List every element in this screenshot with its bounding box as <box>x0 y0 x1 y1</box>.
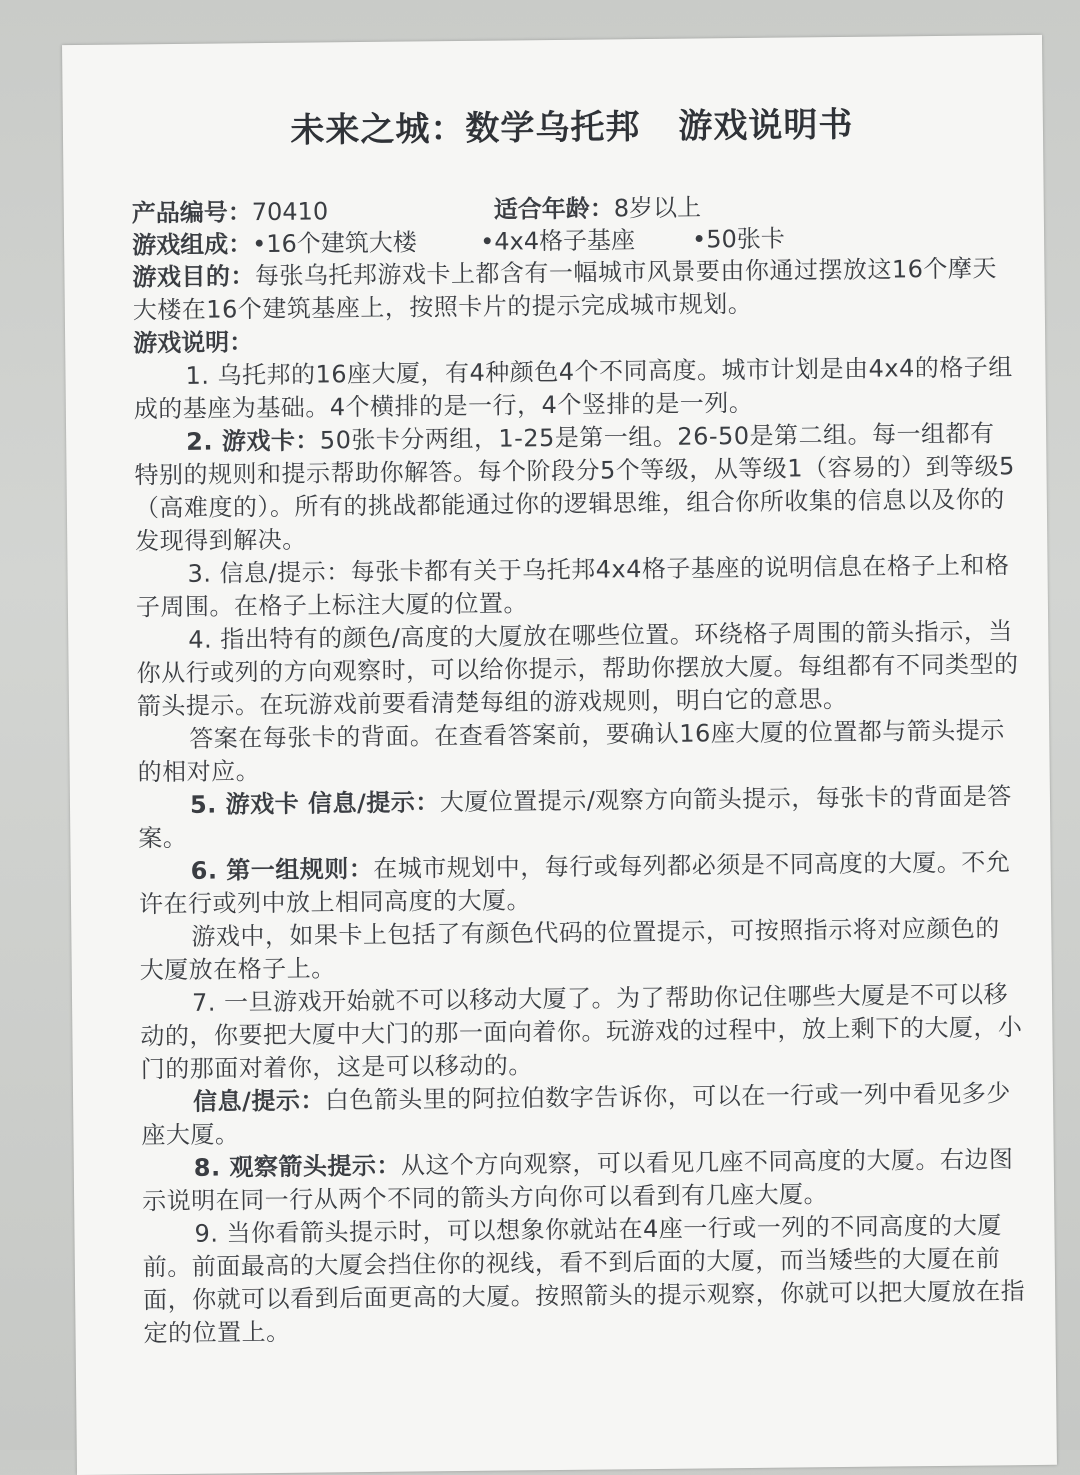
paragraph-text: 50张卡分两组，1-25是第一组。26-50是第二组。每一组都有特别的规则和提示帮助你解答。每个阶段分5个等级，从等级1（容易的）到等级5（高难度的）。所有的挑战都能通过你的逻辑思维，组合你所收集的信息以及你的发现得到解决。 <box>134 419 1015 555</box>
age-value: 8岁以上 <box>614 193 702 222</box>
paragraph-lead: 8. 观察箭头提示： <box>194 1152 401 1182</box>
goal-text: 每张乌托邦游戏卡上都含有一幅城市风景要由你通过摆放这16个摩天大楼在16个建筑基座上，按照卡片的提示完成城市规划。 <box>133 254 997 324</box>
instructions-heading: 游戏说明： <box>133 318 1015 360</box>
page-title <box>131 95 1013 153</box>
product-code-label: 产品编号： <box>132 198 252 227</box>
instruction-paragraph-2 <box>134 417 1017 558</box>
instruction-paragraph-9 <box>142 1209 1025 1350</box>
product-meta <box>132 188 1015 261</box>
composition-item: •50张卡 <box>692 223 785 256</box>
paragraph-text: 1. 乌托邦的16座大厦，有4种颜色4个不同高度。城市计划是由4x4的格子组成的基座为基础。4个横排的是一行，4个竖排的是一列。 <box>134 353 1013 423</box>
instruction-paragraph-4 <box>136 615 1019 723</box>
age-label: 适合年龄： <box>494 194 614 223</box>
paragraph-text: 答案在每张卡的背面。在查看答案前，要确认16座大厦的位置都与箭头提示的相对应。 <box>138 716 1005 786</box>
instruction-paragraph-5 <box>138 780 1021 855</box>
instruction-paragraph-3 <box>135 549 1018 624</box>
instruction-paragraph-1 <box>133 351 1016 426</box>
instruction-paragraph-7 <box>140 978 1023 1086</box>
paragraph-text: 游戏中，如果卡上包括了有颜色代码的位置提示，可按照指示将对应颜色的大厦放在格子上。 <box>140 914 1000 984</box>
sheet-content <box>130 35 1026 1350</box>
paragraph-lead: 5. 游戏卡 信息/提示： <box>190 788 440 819</box>
instruction-paragraph-answer <box>137 714 1020 789</box>
composition-label: 游戏组成： <box>132 228 252 261</box>
paragraph-text: 9. 当你看箭头提示时，可以想象你就站在4座一行或一列的不同高度的大厦前。前面最高的大厦会挡住你的视线，看不到后面的大厦，而当矮些的大厦在前面，你就可以看到后面更高的大厦。按照箭头的提示观察，你就可以把大厦放在指定的位置上。 <box>143 1211 1026 1347</box>
paragraph-lead: 6. 第一组规则： <box>191 855 374 885</box>
instruction-paragraph-color <box>139 912 1022 987</box>
paragraph-lead: 信息/提示： <box>193 1086 325 1115</box>
paragraph-text: 3. 信息/提示：每张卡都有关于乌托邦4x4格子基座的说明信息在格子上和格子周围。在格子上标注大厦的位置。 <box>136 551 1010 621</box>
age-range <box>494 191 702 225</box>
goal-paragraph <box>132 252 1015 327</box>
composition-item: •16个建筑大楼 <box>252 226 480 260</box>
paragraph-text: 4. 指出特有的颜色/高度的大厦放在哪些位置。环绕格子周围的箭头指示，当你从行或列的方向观察时，可以给你提示，帮助你摆放大厦。每组都有不同类型的箭头提示。在玩游戏前要看清楚每组的游戏规则，明白它的意思。 <box>136 617 1018 720</box>
title-main: 未来之城：数学乌托邦 <box>290 107 640 151</box>
instruction-paragraph-8 <box>142 1143 1025 1218</box>
paragraph-text: 7. 一旦游戏开始就不可以移动大厦了。为了帮助你记住哪些大厦是不可以移动的，你要把大厦中大门的那一面向着你。玩游戏的过程中，放上剩下的大厦，小门的那面对着你，这是可以移动的。 <box>140 980 1022 1083</box>
goal-label: 游戏目的： <box>132 262 255 291</box>
instruction-paragraph-info <box>141 1077 1024 1152</box>
title-sub: 游戏说明书 <box>678 105 853 147</box>
paragraph-text: 大厦位置提示/观察方向箭头提示，每张卡的背面是答案。 <box>138 782 1012 852</box>
paragraph-text: 从这个方向观察，可以看见几座不同高度的大厦。右边图示说明在同一行从两个不同的箭头方向你可以看到有几座大厦。 <box>142 1145 1014 1215</box>
composition-item: •4x4格子基座 <box>480 224 692 258</box>
instruction-paragraph-6 <box>139 846 1022 921</box>
paragraph-text: 在城市规划中，每行或每列都必须是不同高度的大厦。不允许在行或列中放上相同高度的大厦。 <box>139 848 1011 918</box>
product-code-value: 70410 <box>252 197 329 226</box>
paragraph-text: 白色箭头里的阿拉伯数字告诉你，可以在一行或一列中看见多少座大厦。 <box>141 1079 1011 1149</box>
instruction-sheet <box>62 35 1057 1475</box>
paragraph-lead: 2. 游戏卡： <box>186 426 320 455</box>
product-code <box>132 194 494 230</box>
